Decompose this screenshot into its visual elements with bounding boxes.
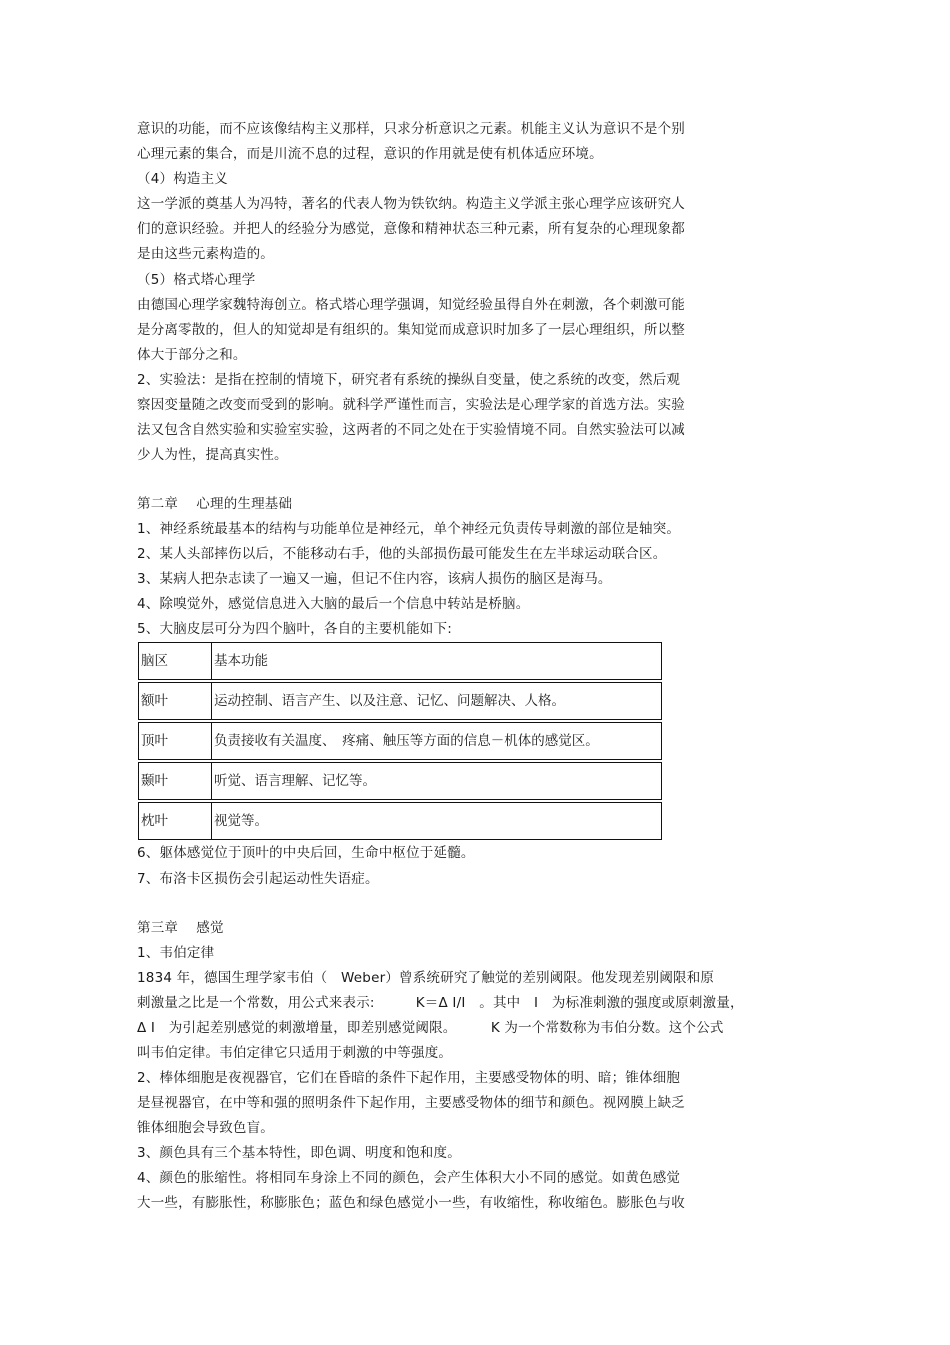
chapter-title: 第三章 感觉 — [137, 920, 224, 936]
table-row — [138, 682, 662, 720]
table-cell: 听觉、语言理解、记忆等。 — [214, 773, 376, 789]
table-row — [138, 762, 662, 800]
paragraph-line: 意识的功能，而不应该像结构主义那样，只求分析意识之元素。机能主义认为意识不是个别 — [137, 121, 685, 137]
list-item: 2、某人头部摔伤以后，不能移动右手，他的头部损伤最可能发生在左半球运动联合区。 — [137, 546, 667, 562]
table-cell: 顶叶 — [139, 723, 212, 759]
paragraph-line: 1834 年，德国生理学家韦伯（ Weber）曾系统研究了触觉的差别阈限。他发现差别阈限和原 — [137, 970, 715, 986]
paragraph-line: 4、颜色的胀缩性。将相同车身涂上不同的颜色，会产生体积大小不同的感觉。如黄色感觉 — [137, 1170, 681, 1186]
table-cell: 额叶 — [139, 683, 212, 719]
paragraph-line: 2、棒体细胞是夜视器官，它们在昏暗的条件下起作用，主要感受物体的明、暗；锥体细胞 — [137, 1070, 681, 1086]
paragraph-line: 大一些，有膨胀性，称膨胀色；蓝色和绿色感觉小一些，有收缩性，称收缩色。膨胀色与收 — [137, 1195, 685, 1211]
paragraph-line: 法又包含自然实验和实验室实验，这两者的不同之处在于实验情境不同。自然实验法可以减 — [137, 422, 685, 438]
paragraph-line: 察因变量随之改变而受到的影响。就科学严谨性而言，实验法是心理学家的首选方法。实验 — [137, 397, 685, 413]
list-item: 6、躯体感觉位于顶叶的中央后回，生命中枢位于延髓。 — [137, 845, 475, 861]
list-item: 3、某病人把杂志读了一遍又一遍，但记不住内容，该病人损伤的脑区是海马。 — [137, 571, 612, 587]
list-item: 7、布洛卡区损伤会引起运动性失语症。 — [137, 871, 379, 887]
table-header-cell: 基本功能 — [214, 653, 268, 669]
table-cell: 枕叶 — [139, 803, 212, 839]
table-cell: 视觉等。 — [214, 813, 268, 829]
table-row — [138, 722, 662, 760]
table-header-row — [138, 642, 662, 680]
list-item: 4、除嗅觉外，感觉信息进入大脑的最后一个信息中转站是桥脑。 — [137, 596, 530, 612]
paragraph-line: Δ I 为引起差别感觉的刺激增量，即差别感觉阈限。 K 为一个常数称为韦伯分数。这个公式 — [137, 1020, 724, 1036]
paragraph-line: 少人为性，提高真实性。 — [137, 447, 288, 463]
table-cell: 颞叶 — [139, 763, 212, 799]
paragraph-line: 这一学派的奠基人为冯特，著名的代表人物为铁钦纳。构造主义学派主张心理学应该研究人 — [137, 196, 685, 212]
table-cell: 运动控制、语言产生、以及注意、记忆、问题解决、人格。 — [214, 693, 565, 709]
paragraph-line: 是昼视器官，在中等和强的照明条件下起作用，主要感受物体的细节和颜色。视网膜上缺乏 — [137, 1095, 685, 1111]
section-heading: （4）构造主义 — [137, 171, 228, 187]
table-row — [138, 802, 662, 840]
paragraph-line: 是分离零散的，但人的知觉却是有组织的。集知觉而成意识时加多了一层心理组织，所以整 — [137, 322, 685, 338]
paragraph-line: 体大于部分之和。 — [137, 347, 247, 363]
section-heading: （5）格式塔心理学 — [137, 272, 256, 288]
section-heading: 1、韦伯定律 — [137, 945, 215, 961]
paragraph-line: 锥体细胞会导致色盲。 — [137, 1120, 274, 1136]
table-header-cell: 脑区 — [139, 643, 212, 679]
paragraph-line: 叫韦伯定律。韦伯定律它只适用于刺激的中等强度。 — [137, 1045, 453, 1061]
paragraph-line: 心理元素的集合，而是川流不息的过程，意识的作用就是使有机体适应环境。 — [137, 146, 603, 162]
list-item: 1、神经系统最基本的结构与功能单位是神经元，单个神经元负责传导刺激的部位是轴突。 — [137, 521, 681, 537]
paragraph-line: 2、实验法：是指在控制的情境下，研究者有系统的操纵自变量，使之系统的改变，然后观 — [137, 372, 681, 388]
paragraph-line: 由德国心理学家魏特海创立。格式塔心理学强调，知觉经验虽得自外在刺激，各个刺激可能 — [137, 297, 685, 313]
paragraph-line: 是由这些元素构造的。 — [137, 246, 274, 262]
chapter-title: 第二章 心理的生理基础 — [137, 496, 293, 512]
paragraph-line: 刺激量之比是一个常数，用公式来表示: K＝Δ I/I 。其中 I 为标准刺激的强度或原刺激量， — [137, 995, 744, 1011]
paragraph-line: 们的意识经验。并把人的经验分为感觉，意像和精神状态三种元素，所有复杂的心理现象都 — [137, 221, 685, 237]
list-item: 3、颜色具有三个基本特性，即色调、明度和饱和度。 — [137, 1145, 461, 1161]
table-cell: 负责接收有关温度、 疼痛、触压等方面的信息－机体的感觉区。 — [214, 733, 599, 749]
list-item: 5、大脑皮层可分为四个脑叶，各自的主要机能如下: — [137, 621, 452, 637]
